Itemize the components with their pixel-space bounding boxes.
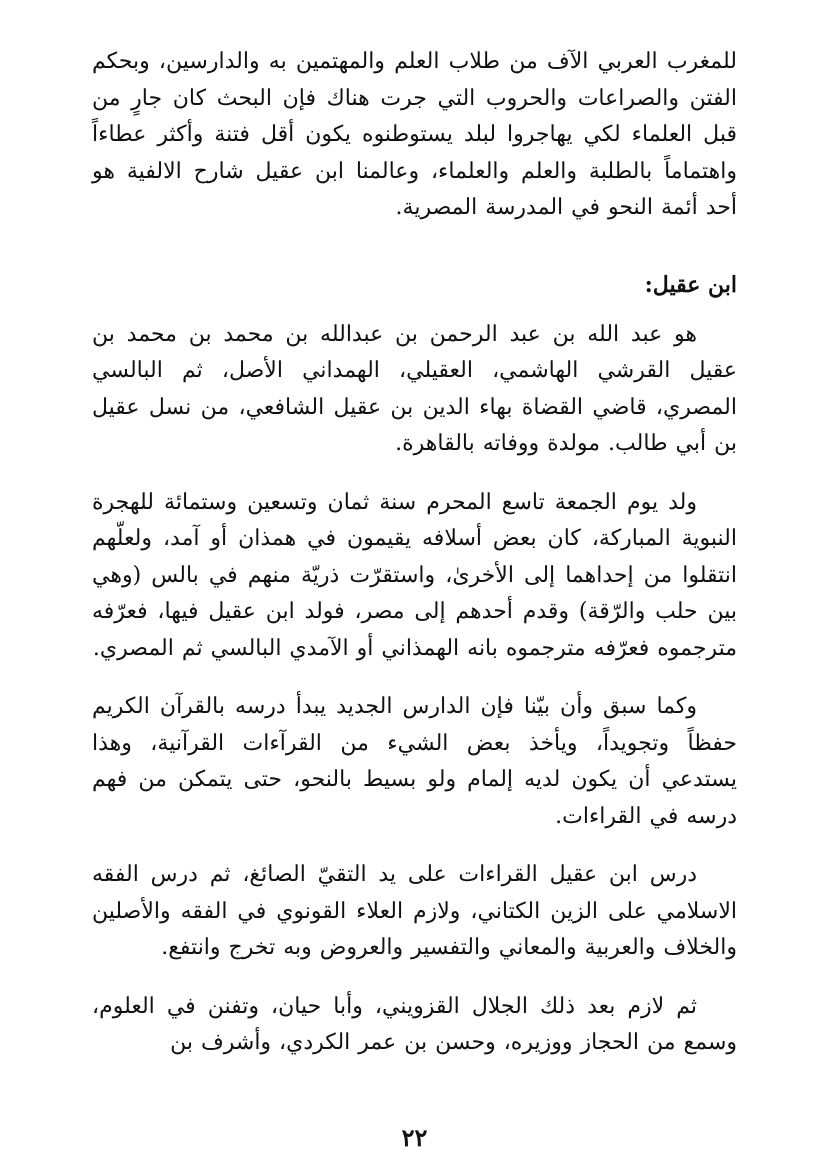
study-start-paragraph: وكما سبق وأن بيّنا فإن الدارس الجديد يبدأ درسه بالقرآن الكريم حفظاً وتجويداً، ويأخذ بعض الشيء من القرآءات القرآنية، وهذا يستدعي أن يكون لديه إلمام ولو بسيط بالنحو، حتى يتمكن من فهم درسه في القراءات.	[92, 694, 737, 829]
birth-paragraph: ولد يوم الجمعة تاسع المحرم سنة ثمان وتسعين وستمائة للهجرة النبوية المباركة، كان بعض أسلافه يقيمون في همذان أو آمد، ولعلّهم انتقلوا من إحداهما إلى الأخرىٰ، واستقرّت ذريّة منهم في بالس (وهي بين حلب والرّقة) وقدم أحدهم إلى مصر، فولد ابن عقيل فيها، فعرّفه مترجموه فعرّفه مترجموه بانه الهمذاني أو الآمدي البالسي ثم المصري.	[92, 489, 737, 661]
later-paragraph: ثم لازم بعد ذلك الجلال القزويني، وأبا حيان، وتفنن في العلوم، وسمع من الحجاز ووزيره، وحسن بن عمر الكردي، وأشرف بن	[92, 993, 737, 1055]
section-heading: ابن عقيل:	[644, 271, 737, 298]
page-body	[92, 44, 737, 1062]
lineage-paragraph: هو عبد الله بن عبد الرحمن بن عبدالله بن محمد بن محمد بن عقيل القرشي الهاشمي، العقيلي، الهمداني الأصل، ثم البالسي المصري، قاضي القضاة بهاء الدين بن عقيل الشافعي، من نسل عقيل بن أبي طالب. مولدة ووفاته بالقاهرة.	[92, 321, 738, 456]
teachers-paragraph: درس ابن عقيل القراءات على يد التقيّ الصائغ، ثم درس الفقه الاسلامي على الزين الكتاني، ولازم العلاء القونوي في الفقه والأصلين والخلاف والعربية والمعاني والتفسير والعروض وبه تخرج وانتفع.	[92, 862, 737, 960]
page-number: ٢٢	[401, 1123, 428, 1152]
intro-paragraph: للمغرب العربي الآف من طلاب العلم والمهتمين به والدارسين، وبحكم الفتن والصراعات والحروب التي جرت هناك فإن البحث كان جارٍ من قبل العلماء لكي يهاجروا لبلد يستوطنوه يكون أقل فتنة وأكثر عطاءاً واهتماماً بالطلبة والعلم والعلماء، وعالمنا ابن عقيل شارح الالفية هو أحد أئمة النحو في المدرسة المصرية.	[92, 49, 737, 220]
